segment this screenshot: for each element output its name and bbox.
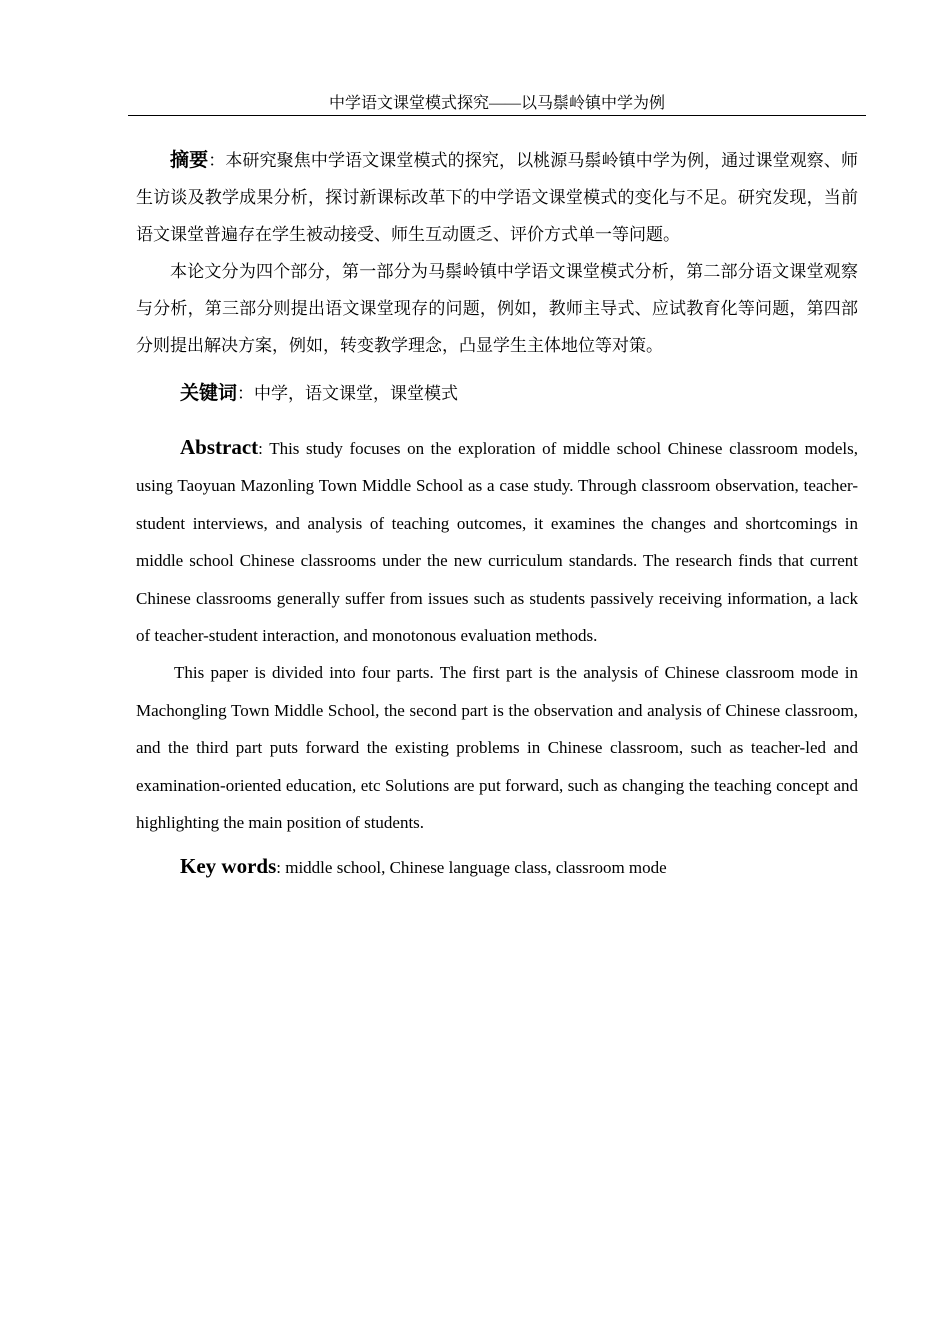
english-keywords-line — [136, 851, 858, 883]
english-keywords-separator: : — [276, 858, 286, 878]
english-abstract-label: Abstract — [180, 435, 259, 459]
english-abstract-paragraph-2 — [136, 654, 858, 841]
chinese-abstract-text-1: 本研究聚焦中学语文课堂模式的探究，以桃源马鬃岭镇中学为例，通过课堂观察、师生访谈及教学成果分析，探讨新课标改革下的中学语文课堂模式的变化与不足。研究发现，当前语文课堂普遍存在学生被动接受、师生互动匮乏、评价方式单一等问题。 — [136, 151, 859, 244]
chinese-abstract-label: 摘要 — [170, 149, 209, 171]
chinese-abstract-separator: ： — [208, 151, 226, 170]
chinese-abstract-paragraph-1 — [136, 142, 858, 253]
running-header — [128, 93, 866, 116]
chinese-abstract-text-2: 本论文分为四个部分，第一部分为马鬃岭镇中学语文课堂模式分析，第二部分语文课堂观察与分析，第三部分则提出语文课堂现存的问题，例如，教师主导式、应试教育化等问题，第四部分则提出解决方案，例如，转变教学理念，凸显学生主体地位等对策。 — [136, 262, 858, 355]
english-abstract-text-2: This paper is divided into four parts. The first part is the analysis of Chinese classroom mode in Machongling Town Middle School, the second part is the observation and analysis of Chinese classroom, and the third part puts forward the existing problems in Chinese classroom, such as teacher-led and examination-oriented education, etc Solutions are put forward, such as changing the teaching concept and highlighting the main position of students. — [136, 663, 858, 833]
english-keywords-label: Key words — [180, 854, 277, 879]
chinese-abstract-paragraph-2 — [136, 253, 858, 364]
abstract-page-body — [136, 142, 858, 883]
chinese-keywords-label: 关键词 — [180, 382, 238, 404]
english-abstract-separator: : — [258, 439, 270, 458]
english-abstract-paragraph-1 — [136, 429, 858, 654]
english-keywords-value: middle school, Chinese language class, classroom mode — [285, 858, 667, 878]
chinese-keywords-separator: ： — [237, 384, 255, 403]
running-title: 中学语文课堂模式探究——以马鬃岭镇中学为例 — [328, 95, 665, 112]
english-abstract-text-1: This study focuses on the exploration of middle school Chinese classroom models, using Taoyuan Mazonling Town Middle School as a case study. Through classroom observation, teacher-student interviews, and analysis of teaching outcomes, it examines the changes and shortcomings in middle school Chinese classrooms under the new curriculum standards. The research finds that current Chinese classrooms generally suffer from issues such as students passively receiving information, a lack of teacher-student interaction, and monotonous evaluation methods. — [136, 439, 858, 646]
chinese-keywords-value: 中学，语文课堂，课堂模式 — [254, 384, 459, 403]
chinese-keywords-line — [136, 378, 858, 409]
